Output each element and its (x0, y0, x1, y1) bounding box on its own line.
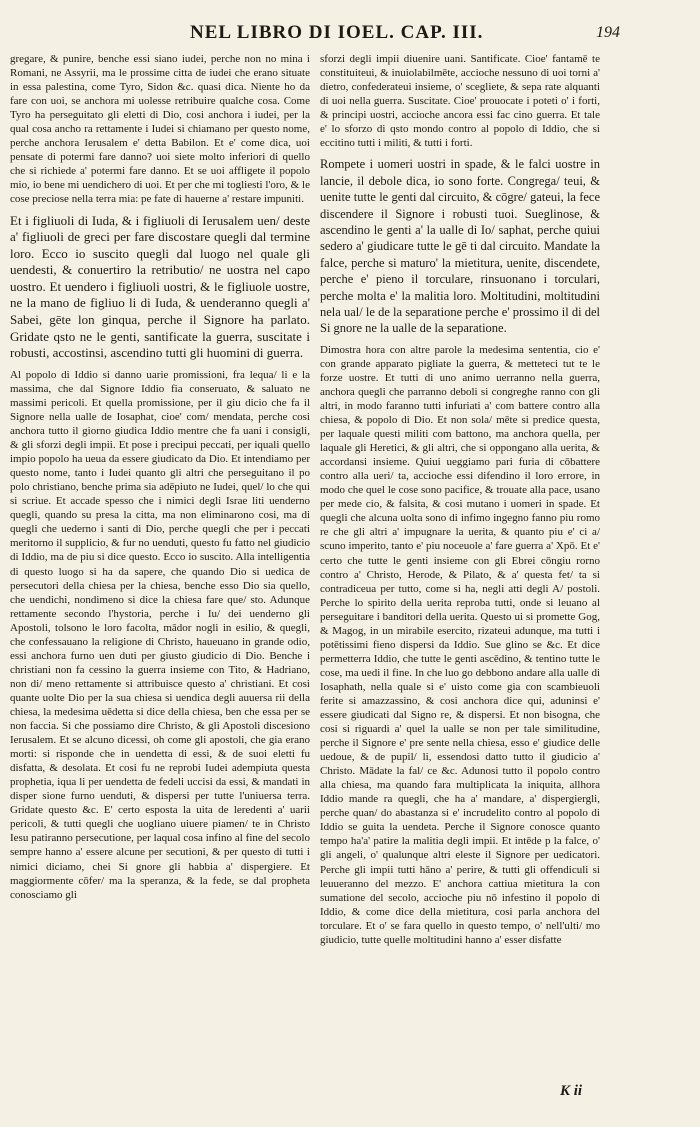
commentary-paragraph: Dimostra hora con altre parole la medesima sententia, cio e' con grande apparato pigliate la guerra, & metteteci tut te le forze uostre. Et tutti di uno animo uerranno nella guerra, anchora quegli che parranno deboli si congreghe ranno con gli altri, in modo faranno tutti infuriati a' com battere contro alla chiesa, & popolo di Dio. Et non sola/ mēte si predice questa, per laquale questi militi com battono, ma anchora quella, per laquale gli Heretici, & gli altri, che si oppongano alla uerita, & accordansi insieme. Quiui ueggiamo pari furia di cōbattere contro alla ueri/ ta, accioche essi difendino il loro errore, in modo che quel le cose sono pacifice, & trouate alla pace, usano per mede cio, & falsita, & cosi mutano i uomeri in spade. Et quegli che alcuna uolta sono di infimo ingegno fanno piu romo re che gli altri a' impugnare la uerita, & quanto piu e' ci a/ scuno imperito, tanto e' piu noceuole a' fare guerra a' Xpō. Et e' certo che tutte le genti insieme con gli Ebrei cōngiu rorno contro a' Christo, Herode, & Pilato, & a' questa fet/ ta si contradiceua per tutto, come si ha, negli atti degli A/ postoli. Perche lo spirito della uerita reproba tutti, onde si leuano al perseguitare i banditori della uerita. Questo ui si promette Gog, & Magog, in un mirabile esercito, rizateui adunque, ma tutti i potētissimi fieno dispersi da Iddio. Sue glino se &c. Et dice permetterra Iddio, che tutte le genti ascēdino, & tentino tutte le cose, ma uedi il fine. In che luo go debbono andare alla ualle di Iosaphath, nella quale si e' uisto come gia con scambieuoli ferite si amazzassino, & cosi anchora dice qui, aduninsi e' essere giudicati dal Signo re, & dispersi. Et non bisogna, che cosi si riguardi a' quel la ualle se non per tale similitudine, perche il Signore e' pre sente nella chiesa, esso e' giudice delle uedoue, & de pupil/ li, essendosi datto tutto il giudicio a' Christo. Mādate la fal/ ce &c. Adunosi tutto il popolo contro alla chiesa, ma quando fara multiplicata la iniquita, allhora Iddio mande ra quegli, che ha a' mandare, a' dispergiergli, perche quan/ do abastanza si e' incrudelito contro al popolo di Iddio se guita la uendeta. Perche il Signore conosce quanto tempo ha'a' patire la malitia degli impii. Et intēde p la falce, o' gli angeli, o' qualunque altri eleste il Signore per uedicatori. Perche gli impii tutti hāno a' perire, & tutti gli offendiculi si leuueranno del mezzo. E' anchora cattiua mietitura la con sumatione del secolo, accioche piu nō infestino il popolo di Iddio, & come dice della mietitura, cosi parla anchora del torculare. Et o' se fara quello in questo tempo, o' nell'ulti/ mo giudicio, tutte quelle moltitudini hanno a' esser disfatte (320, 343, 600, 946)
left-column (10, 52, 310, 1082)
commentary-paragraph: sforzi degli impii diuenire uani. Santificate. Cioe' fantamē te constituiteui, & inuiolabilmēte, accioche nessuno di uoi torni a' dietro, confederateui insieme, o' scegliete, & sepa rate alquanti di uoi nella guerra. Suscitate. Cioe' prouocate i poteti o' i forti, & principi uostri, accioche ancora essi fac cino guerra. Et tale e' lo sforzo di qsto mondo contro al popolo di Iddio, che si eccitino tutti i militi, & tutti i forti. (320, 53, 600, 150)
folio-number: 194 (596, 24, 620, 41)
commentary-paragraph: Al popolo di Iddio si danno uarie promissioni, fra lequa/ li e la massima, che dal Signore Iddio fia conseruato, & saluato ne massimi pericoli. Et quella promissione, per il giu dicio che fa il Signore nella ualle de Iosaphat, cioe' com/ mendata, perche cosi anchora tutto il giorno giudica Iddio mentre che fa uani i consigli, & gli sforzi degli impii. Et pose i precipui peccati, per iquali quello impio popolo ha ueua da essere giudicato da Dio. Et intendiamo per questo nome, tanto i Iudei quanto gli altri che perseguitano il po polo christiano, benche prima sia adēpiuto ne Iudei, quel/ lo che qui si scriue. Et accade spesso che i nimici degli Israe liti uenderno quegli, quando su presa la citta, ma non eliminarono cosi, ma di quegli che uederno i santi di Dio, perche quegli che per i peccati meritorno il supplicio, & fur no uenduti, questo fu fatto nel giudicio di Iddio, ma de piu si dice questo. Ecco io suscito. Alla intelligentia di questo luogo si ha da sapere, che quando Dio si uedica de persecutori della chiesa per la chiesa, benche esso Dio sia quello, che uendichi, nondimeno si dice la chiesa fare que/ sto. Adunque rettamente secondo l'hystoria, perche i Iu/ dei uenderno gli Apostoli, tolsono le loro facolta, mādor nogli in esilio, & quegli, che confessauano la religione di Christo, haueuano in grande odio, essi anchora furno uen duti per giusto giudicio di Dio. Benche i christiani non fa cessino la guerra insieme con Tito, & Hadriano, non di/ meno rettamente si attribuisce questo a' christiani. Et cosi quante uolte Dio per la sua chiesa si uendica degli auuersa rii della chiesa, la medesima uēdetta si dice della chiesa, ben che essa per se non faccia. Si che possiamo dire Christo, & gli Apostoli discesiono Ierusalem. Et se alcuno dicessi, oh come gli apostoli, che gia erano morti: si risponde che in uendetta di essi, & de suoi eletti fu disfatta, & desolata. Et cosi fu ne reprobi Iudei adempiuta questa prophetia, iqua li per uendetta de fedeli uccisi da essi, & mandati in disper sione furno uenduti, & dispersi per tutte l'uniuersa terra. Gridate questo &c. E' certo esposta la uita de leredenti a' uarii pericoli, & tutti quegli che uogliano uiuere piamen/ te in Christo Iesu patiranno persecutione, per laqual cosa infino al fine del secolo sempre hanno a' essere alcune per secutioni, & per questo di tutti i nimici diciamo, chei Si gnore gli habbia a' dispergiere. Et maggiormente cōfer/ ma la speranza, & la fede, se dal propheta conosciamo gli (10, 368, 310, 901)
scripture-paragraph: Et i figliuoli di Iuda, & i figliuoli di Ierusalem uen/ deste a' figliuoli de greci per fare discostare quegli dal termine loro. Ecco io suscito quegli dal luogo nel quale gli uendesti, & conuertiro la retributio/ ne uostra nel capo uostro. Et uendero i figliuoli uostri, & le figliuole uostre, ne la mano de figliuo li di Iuda, & uenderanno quegli a' Sabei, gēte lon ginqua, perche il Signore ha parlato. Gridate qsto ne le genti, santificate la guerra, suscitate i robusti, accostinsi, ascendino tutti gli huomini di guerra. (10, 212, 310, 361)
scripture-paragraph: Rompete i uomeri uostri in spade, & le falci uostre in lancie, il debole dica, io sono forte. Congrega/ teui, & uenite tutte le genti dal circuito, & cōgre/ gateui, la fece discendere il Signore i robusti tuoi. Sueglinose, & ascendino le genti a' la ualle di Io/ saphat, perche quiui sedero a' giudicare tutte le gē ti dal circuito. Mandate la falce, perche si maturo' la mietitura, uenite, discendete, perche e' pieno il torculare, rinsuonano i torculari, perche molta e' la malitia loro. Moltitudini, moltitudini nela ual/ le de la separatione perche e' prossimo il di del Si gnore ne la ualle de la separatione. (320, 157, 600, 336)
running-head: NEL LIBRO DI IOEL. CAP. III. (190, 22, 484, 43)
page-header (150, 22, 620, 48)
commentary-paragraph: gregare, & punire, benche essi siano iudei, perche non no mina i Romani, ne Assyrii, ma le prossime citta de iudei che erano situate in essa palestina, come Tyro, Sidon &c. quasi dica. Niente ho da fare con uoi, se anchora mi uolesse retribuire qualche cosa. Come Tyro ha perseguitato gli eletti di Dio, cosi anchora i iudei, per la qual cosa ancho ra rettamente i Iudei si chiamano per questo nome, perche anchora Ierusalem e' detta Babilon. Et e' come dica, uoi pensate di potermi fare danno? uoi siete molto inferiori di quello che si richiede a' potermi fare danno. Et se uoi affligete il popolo mio, io bene mi uendichero di uoi. Et per che mi togliesti l'oro, & le cose preciose nella terra mia: pe fate di hauerne a' restare impuniti. (10, 53, 310, 206)
signature-mark: K ii (560, 1083, 583, 1099)
right-column (320, 52, 600, 1082)
